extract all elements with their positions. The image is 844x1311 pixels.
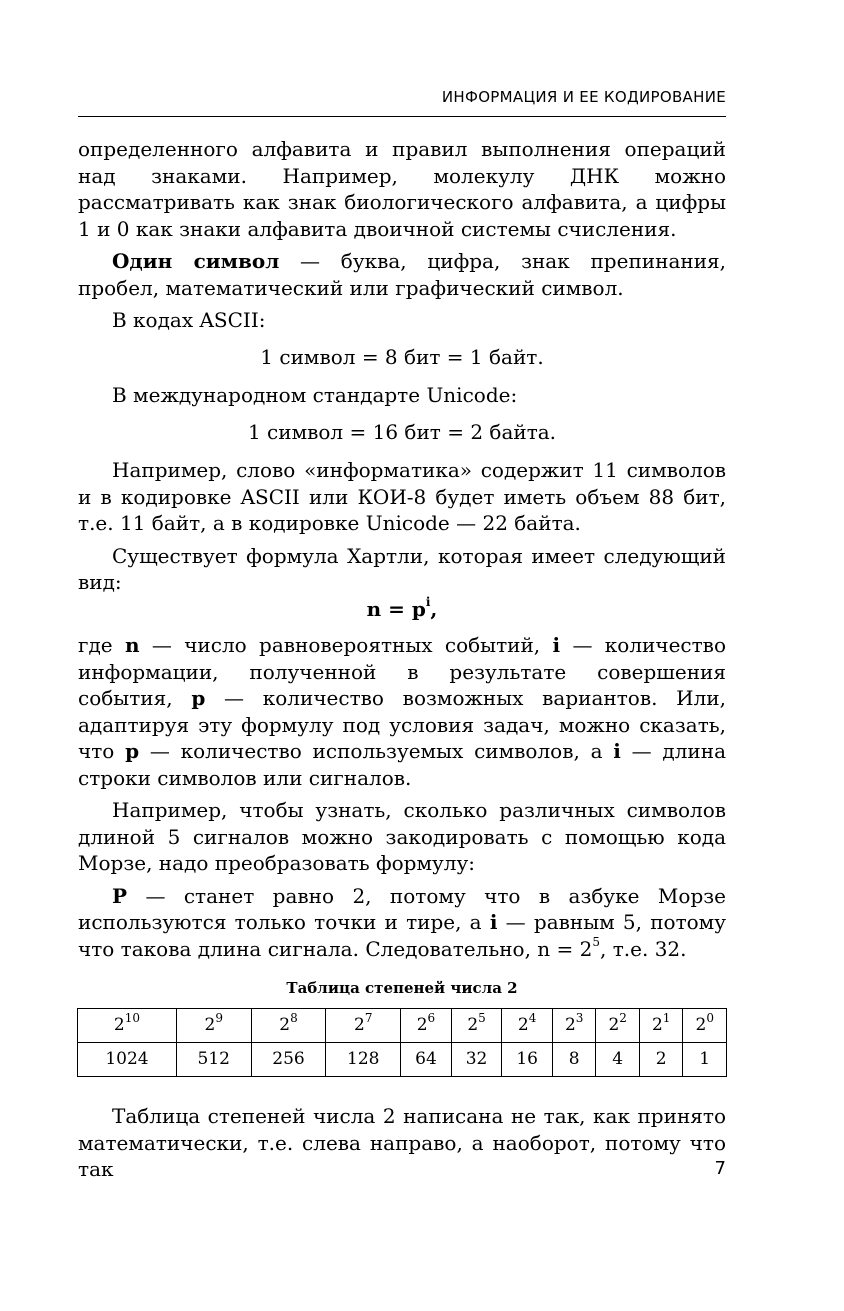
table-cell-power: $2^5$: [451, 1009, 502, 1043]
table-cell-power: $2^{10}$: [78, 1009, 177, 1043]
table-title: Таблица степеней числа 2: [286, 979, 518, 997]
table-cell-power: $2^2$: [596, 1009, 640, 1043]
paragraph-table-note: Таблица степеней числа 2 написана не так, как принято математически, т.е. слева направо, а наоборот, потому что так: [78, 1104, 726, 1181]
term-symbol: Один символ: [112, 249, 280, 273]
powers-of-two-table: [77, 1008, 727, 1077]
table-cell-power: $2^1$: [639, 1009, 683, 1043]
table-row-exponents: [78, 1009, 727, 1043]
running-header: ИНФОРМАЦИЯ И ЕЕ КОДИРОВАНИЕ: [441, 88, 726, 106]
table-cell-value: 4: [596, 1043, 640, 1077]
table-row-values: [78, 1043, 727, 1077]
paragraph-morse-solution: P — станет равно 2, потому что в азбуке Морзе используются только точки и тире, а i — равным 5, потому что такова длина сигнала. Следовательно, $n = 2^5$, т.е. 32.: [78, 883, 727, 961]
table-cell-power: $2^6$: [401, 1009, 452, 1043]
page-body: [78, 136, 726, 1183]
page-number: 7: [714, 1158, 726, 1179]
table-cell-value: 64: [401, 1043, 452, 1077]
paragraph-hartley: Существует формула Хартли, которая имеет следующий вид:: [78, 543, 726, 594]
formula-hartley: $n = p^i$,: [366, 594, 438, 621]
table-cell-value: 16: [502, 1043, 553, 1077]
table-cell-power: $2^9$: [176, 1009, 251, 1043]
table-cell-power: $2^7$: [326, 1009, 401, 1043]
table-cell-value: 32: [451, 1043, 502, 1077]
table-cell-value: 8: [552, 1043, 596, 1077]
formula-unicode: 1 символ = 16 бит = 2 байта.: [247, 419, 557, 444]
table-cell-value: 1: [683, 1043, 727, 1077]
table-cell-power: $2^0$: [683, 1009, 727, 1043]
table-cell-value: 1024: [78, 1043, 177, 1077]
header-rule: [78, 116, 726, 117]
formula-ascii: 1 символ = 8 бит = 1 байт.: [260, 344, 544, 369]
table-cell-value: 512: [176, 1043, 251, 1077]
table-cell-value: 2: [639, 1043, 683, 1077]
paragraph-continuation: определенного алфавита и правил выполнения операций над знаками. Например, молекулу ДНК можно рассматривать как знак биологического алфавита, а цифры 1 и 0 как знаки алфавита двоичной системы счисления.: [78, 137, 726, 241]
table-cell-value: 256: [251, 1043, 326, 1077]
paragraph-symbol-definition: Один символ — буква, цифра, знак препинания, пробел, математический или графический символ.: [78, 249, 726, 300]
table-cell-power: $2^3$: [552, 1009, 596, 1043]
paragraph-ascii: В кодах ASCII:: [112, 308, 266, 332]
paragraph-morse: Например, чтобы узнать, сколько различных символов длиной 5 сигналов можно закодировать с помощью кода Морзе, надо преобразовать формулу:: [78, 798, 726, 875]
paragraph-example-word: Например, слово «информатика» содержит 11 символов и в кодировке ASCII или КОИ-8 будет иметь объем 88 бит, т.е. 11 байт, а в кодировке Unicode — 22 байта.: [78, 458, 726, 535]
table-cell-power: $2^8$: [251, 1009, 326, 1043]
table-cell-value: 128: [326, 1043, 401, 1077]
paragraph-hartley-explanation: где n — число равновероятных событий, i — количество информации, полученной в результате совершения события, p — количество возможных вариантов. Или, адаптируя эту формулу под условия задач, можно сказать, что p — количество используемых символов, а i — длина строки символов или сигналов.: [78, 633, 726, 790]
paragraph-unicode: В международном стандарте Unicode:: [112, 383, 518, 407]
table-cell-power: $2^4$: [502, 1009, 553, 1043]
